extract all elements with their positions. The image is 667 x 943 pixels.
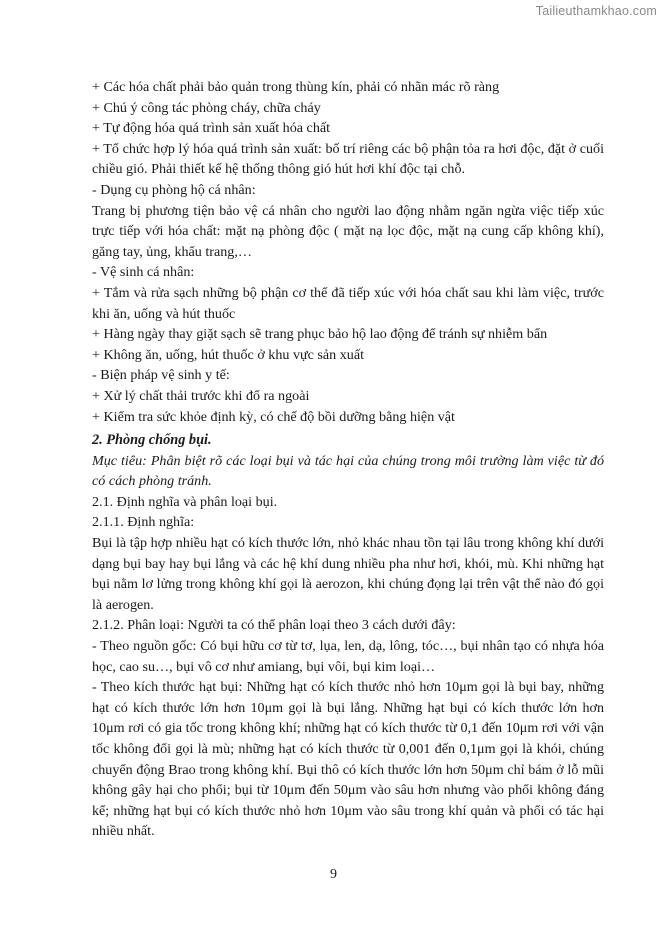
text-line: + Tự động hóa quá trình sản xuất hóa chất xyxy=(92,120,331,137)
page-number: 9 xyxy=(330,867,337,882)
subsection-title: 2.1.2. Phân loại: Người ta có thể phân loại theo 3 cách dưới đây: xyxy=(92,617,456,634)
classification-origin: - Theo nguồn gốc: Có bụi hữu cơ từ tơ, lụa, len, dạ, lông, tóc…, bụi nhân tạo có nhựa hóa học, cao su…, bụi vô cơ như amiang, bụi vôi, bụi kim loại… xyxy=(92,638,604,675)
subsection-title: 2.1.1. Định nghĩa: xyxy=(92,514,195,531)
section-objective: Mục tiêu: Phân biệt rõ các loại bụi và tác hại của chúng trong môi trường làm việc từ đó có cách phòng tránh. xyxy=(92,452,604,490)
definition-paragraph: Bụi là tập hợp nhiều hạt có kích thước lớn, nhỏ khác nhau tồn tại lâu trong không khí dưới dạng bụi bay hay bụi lắng và các hệ khí dung nhiều pha như hơi, khói, mù. Khi những hạt bụi nằm lơ lửng trong không khí gọi là aerozon, khi chúng đọng lại trên vật thể nào đó gọi là aerogen. xyxy=(92,535,604,613)
document-page xyxy=(92,77,604,842)
text-line: + Không ăn, uống, hút thuốc ở khu vực sản xuất xyxy=(92,346,364,363)
subsection-title: 2.1. Định nghĩa và phân loại bụi. xyxy=(92,493,278,510)
text-line: - Dụng cụ phòng hộ cá nhân: xyxy=(92,181,256,198)
text-line: - Biện pháp vệ sinh y tế: xyxy=(92,367,230,384)
text-line: - Vệ sinh cá nhân: xyxy=(92,264,195,281)
text-line: + Hàng ngày thay giặt sạch sẽ trang phục bảo hộ lao động để tránh sự nhiễm bẩn xyxy=(92,326,548,343)
text-line: + Xử lý chất thải trước khi đổ ra ngoài xyxy=(92,387,310,404)
text-line: + Các hóa chất phải bảo quản trong thùng kín, phải có nhãn mác rõ ràng xyxy=(92,79,500,95)
text-paragraph: Trang bị phương tiện bảo vệ cá nhân cho người lao động nhằm ngăn ngừa việc tiếp xúc trực tiếp với hóa chất: mặt nạ phòng độc ( mặt nạ lọc độc, mặt nạ cung cấp không khí), găng tay, ủng, khẩu trang,… xyxy=(92,202,604,260)
text-line: + Kiểm tra sức khỏe định kỳ, có chế độ bồi dưỡng bằng hiện vật xyxy=(92,408,455,425)
text-paragraph: + Tắm và rửa sạch những bộ phận cơ thể đã tiếp xúc với hóa chất sau khi làm việc, trước khi ăn, uống và hút thuốc xyxy=(92,284,604,322)
classification-size: - Theo kích thước hạt bụi: Những hạt có kích thước nhỏ hơn 10μm gọi là bụi bay, những hạt có kích thước lớn hơn 10μm gọi là bụi lắng. Những hạt bụi có kích thước lớn hơn 10μm rơi có gia tốc trong không khí; những hạt có kích thước từ 0,1 đến 10μm rơi với vận tốc không đổi gọi là mù; những hạt có kích thước từ 0,001 đến 0,1μm gọi là khói, chúng chuyển động Brao trong không khí. Bụi thô có kích thước lớn hơn 50μm chỉ bám ở lỗ mũi không gây hại cho phổi; bụi từ 10μm đến 50μm vào sâu hơn nhưng vào phổi không đáng kể; những hạt bụi có kích thước nhỏ hơn 10μm vào sâu trong khí quản và phổi có tác hại nhiều nhất. xyxy=(92,679,604,840)
text-line: + Chú ý công tác phòng cháy, chữa cháy xyxy=(92,99,321,116)
text-paragraph: + Tổ chức hợp lý hóa quá trình sản xuất: bố trí riêng các bộ phận tỏa ra hơi độc, đặt ở cuối chiều gió. Phải thiết kế hệ thống thông gió hút hơi khí độc tại chỗ. xyxy=(92,140,604,178)
section-heading: 2. Phòng chống bụi. xyxy=(92,432,212,449)
watermark-text: Tailieuthamkhao.com xyxy=(535,4,657,18)
